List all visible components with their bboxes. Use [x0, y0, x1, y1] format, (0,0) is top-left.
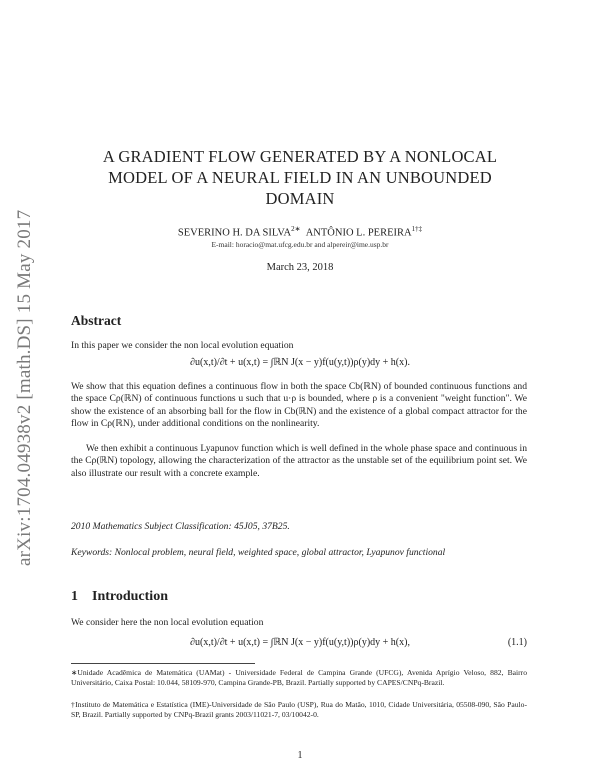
- footnote-1: ∗Unidade Acadêmica de Matemática (UAMat) - Universidade Federal de Campina Grande (UFCG), Avenida Aprígio Veloso, 882, Bairro Universitário, Caixa Postal: 10.044, 58109-970, Campina Grande-PB, Brazil. Partially supported by CAPES/CNPq-Brazil.: [71, 668, 527, 688]
- section-heading: [71, 589, 168, 605]
- author-2: ANTÔNIO L. PEREIRA: [305, 227, 412, 239]
- section-number: 1: [71, 589, 78, 604]
- abstract-heading: Abstract: [71, 313, 122, 328]
- section-title: Introduction: [92, 589, 168, 604]
- abstract-paragraph-2: We then exhibit a continuous Lyapunov function which is well defined in the whole phase space and continuous in the Cρ(ℝN) topology, allowing the characterization of the attractor as the unstable set of the equilibrium point set. We also illustrate our result with a concrete example.: [71, 443, 527, 479]
- equation-number: (1.1): [507, 637, 527, 648]
- keywords: Keywords: Nonlocal problem, neural field, weighted space, global attractor, Lyapunov functional: [71, 547, 446, 558]
- footnote-rule: [71, 663, 255, 664]
- page-number: 1: [297, 750, 303, 761]
- author-1: SEVERINO H. DA SILVA: [177, 227, 292, 239]
- section-equation: ∂u(x,t)/∂t + u(x,t) = ∫ℝN J(x − y)f(u(y,t))ρ(y)dy + h(x),: [190, 637, 410, 648]
- author-2-marks: 1†‡: [411, 225, 423, 233]
- author-email: E-mail: horacio@mat.ufcg.edu.br and alpereir@ime.usp.br: [211, 240, 389, 249]
- abstract-equation: ∂u(x,t)/∂t + u(x,t) = ∫ℝN J(x − y)f(u(y,t))ρ(y)dy + h(x).: [190, 357, 410, 368]
- paper-date: March 23, 2018: [266, 262, 334, 273]
- author-1-marks: 2∗: [291, 225, 301, 233]
- paper-title: A GRADIENT FLOW GENERATED BY A NONLOCAL MODEL OF A NEURAL FIELD IN AN UNBOUNDED DOMAIN: [102, 147, 498, 208]
- section-intro: We consider here the non local evolution equation: [71, 617, 264, 628]
- abstract-paragraph-1: We show that this equation defines a continuous flow in both the space Cb(ℝN) of bounded continuous functions and the space Cρ(ℝN) of continuous functions u such that u·ρ is bounded, where ρ is a convenient "weight function". We show the existence of an absorbing ball for the flow in Cb(ℝN) and the existence of a global compact attractor for the flow in Cρ(ℝN), under additional conditions on the nonlinearity.: [71, 381, 527, 430]
- arxiv-stamp: arXiv:1704.04938v2 [math.DS] 15 May 2017: [14, 209, 35, 566]
- abstract-intro: In this paper we consider the non local evolution equation: [71, 340, 294, 351]
- author-line: [80, 225, 520, 239]
- footnote-2: †Instituto de Matemática e Estatística (IME)-Universidade de São Paulo (USP), Rua do Matão, 1010, Cidade Universitária, 05508-090, São Paulo-SP, Brazil. Partially supported by CNPq-Brazil grants 2003/11021-7, 03/10042-0.: [71, 700, 527, 720]
- msc-classification: 2010 Mathematics Subject Classification: 45J05, 37B25.: [71, 521, 290, 532]
